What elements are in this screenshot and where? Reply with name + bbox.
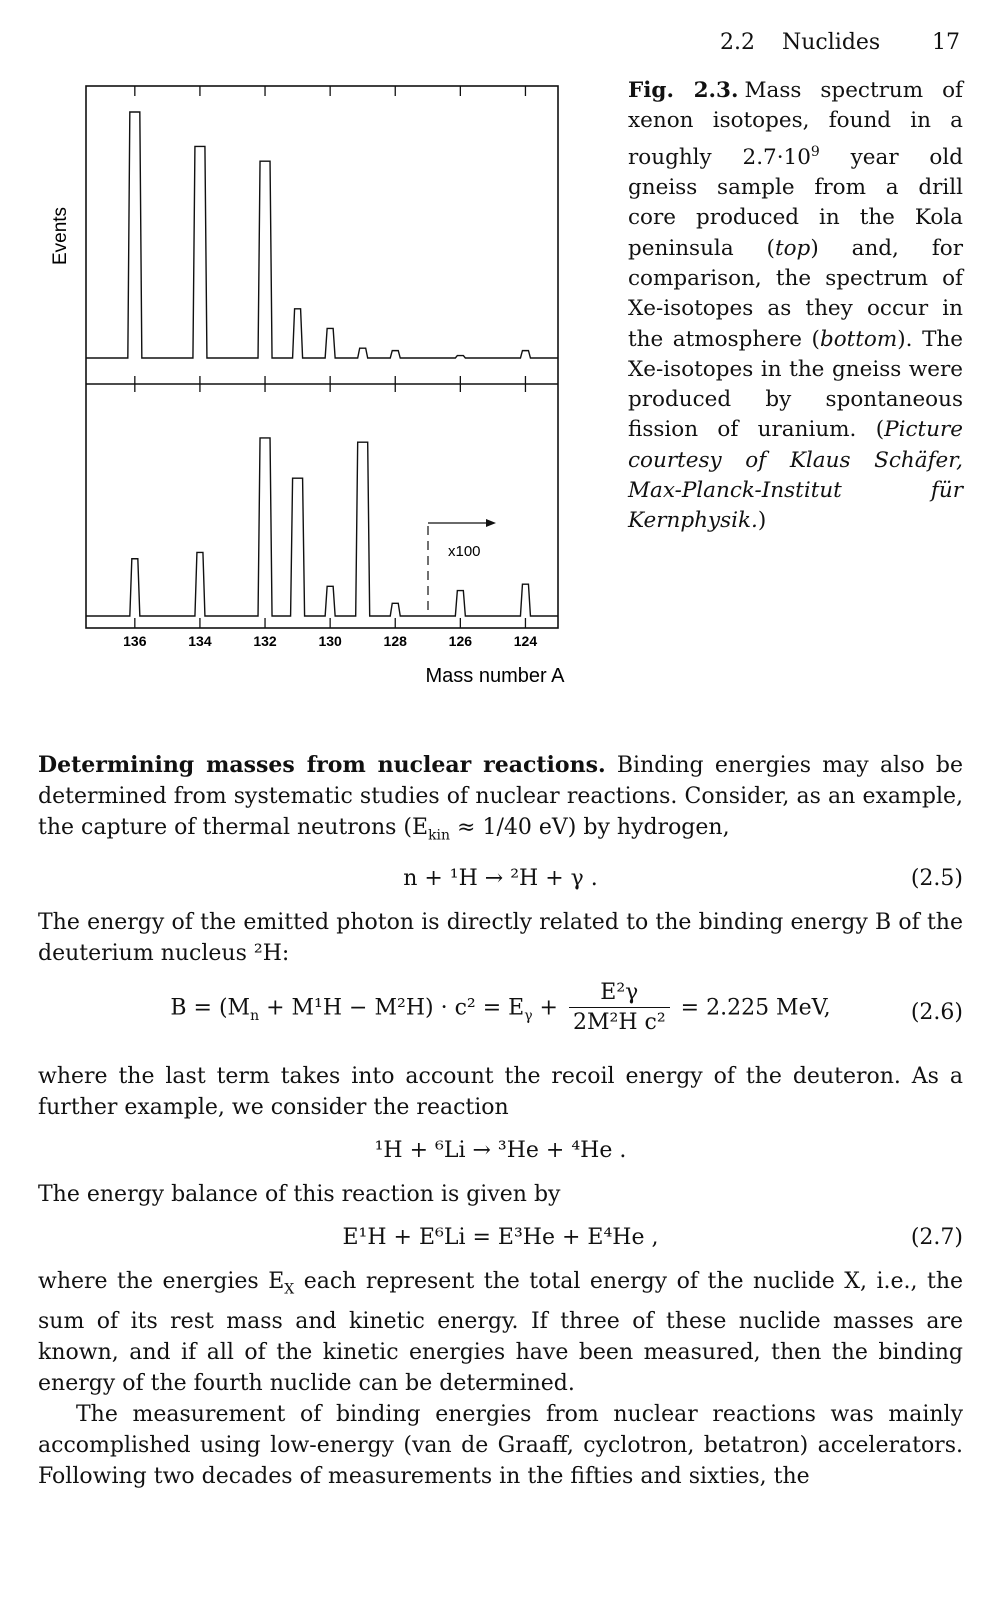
top-spectrum-line	[86, 112, 558, 358]
caption-text-1: Mass spectrum of xenon isotopes, found in a roughly 2.7·10	[628, 78, 964, 170]
figure-caption	[628, 76, 963, 537]
x-tick-label: 136	[123, 633, 147, 649]
caption-text-2: year old gneiss sample from a drill core produced in the Kola peninsula (	[628, 144, 964, 261]
eq-2-7-math: E¹H + E⁶Li = E³He + E⁴He ,	[342, 1225, 659, 1251]
y-axis-label: Events	[50, 206, 71, 266]
magnification-arrow-icon	[486, 519, 496, 527]
plot-frame	[86, 86, 558, 628]
x-tick-label: 134	[188, 633, 212, 649]
x-tick-label: 130	[318, 633, 342, 649]
caption-text-3: ) and, for comparison, the spectrum of Xe-isotopes as they occur in the atmosphere (	[628, 235, 963, 352]
body-text	[38, 750, 963, 1492]
eq-2-6-number: (2.6)	[910, 1000, 963, 1026]
caption-bottom: bottom	[819, 326, 898, 352]
paragraph-1	[38, 750, 963, 851]
caption-courtesy: Picture courtesy of Klaus Schäfer, Max-Planck-Institut für Kernphysik.	[628, 417, 963, 534]
paragraph-3: where the last term takes into account the recoil energy of the deuteron. As a further example, we consider the reaction	[38, 1064, 963, 1121]
p1-subscript: kin	[428, 827, 451, 844]
p1-end: ≈ 1/40 eV) by hydrogen,	[450, 815, 730, 840]
paragraph-6: The measurement of binding energies from nuclear reactions was mainly accomplished using low-energy (van de Graaff, cyclotron, betatron) accelerators. Following two decades of measurements in the fifties and sixties, the	[38, 1401, 963, 1489]
section-number: 2.2	[720, 30, 755, 55]
eq-2-6-fraction	[569, 979, 670, 1038]
paragraph-4: The energy balance of this reaction is given by	[38, 1182, 561, 1208]
eq-2-7-number: (2.7)	[910, 1225, 963, 1251]
paragraph-5	[38, 1266, 963, 1398]
x-tick-label: 124	[513, 633, 538, 649]
bottom-spectrum-line	[86, 438, 558, 616]
caption-top: top	[774, 235, 811, 261]
section-title: Nuclides	[782, 30, 881, 55]
x-tick-labels	[123, 633, 537, 649]
paragraph-2: The energy of the emitted photon is directly related to the binding energy B of the deuterium nucleus ²H:	[38, 910, 963, 967]
eq-2-6-lhs: B = (M	[170, 995, 251, 1021]
x-axis-label: Mass number A	[425, 665, 565, 687]
eq-2-6-math: $B = (M_n + M^1H - M^2H) \cdot c^2 = E_\gamma$ + $\frac{\text{E²γ}}{\text{2M²H c²}}$ = 2.225 MeV,	[38, 979, 963, 1038]
caption-text-5: )	[757, 508, 767, 534]
p5-text: where the energies E	[38, 1269, 285, 1295]
page-number: 17	[932, 30, 960, 55]
eq-2-6-numerator: E²γ	[569, 979, 670, 1008]
eq-2-6-mid: + M¹H − M²H) · c² = E	[266, 995, 525, 1021]
x-tick-label: 126	[448, 633, 473, 649]
mass-spectrum-figure	[38, 76, 598, 716]
section-heading: Determining masses from nuclear reactions.	[38, 752, 606, 778]
eq-2-5-math: n + ¹H → ²H + γ .	[403, 866, 598, 892]
figure-label: Fig. 2.3.	[628, 78, 739, 103]
equation-2-6	[38, 977, 963, 1053]
eq-2-6-rhs: = 2.225 MeV,	[680, 995, 831, 1021]
x-tick-label: 132	[253, 633, 277, 649]
equation-2-5	[38, 859, 963, 899]
p1-text: Binding energies may also be determined from systematic studies of nuclear reactions. Consider, as an example, the capture of thermal neutrons (E	[38, 753, 963, 840]
equation-2-7	[38, 1218, 963, 1258]
reaction-math: ¹H + ⁶Li → ³He + ⁴He .	[374, 1138, 627, 1164]
eq-2-6-denominator: 2M²H c²	[572, 1010, 666, 1036]
reaction-equation	[38, 1131, 963, 1171]
p5-end: each represent the total energy of the nuclide X, i.e., the sum of its rest mass and kinetic energy. If three of these nuclide masses are known, and if all of the kinetic energies have been measured, then the binding energy of the fourth nuclide can be determined.	[38, 1269, 964, 1396]
eq-2-5-number: (2.5)	[910, 866, 963, 892]
p5-subscript: X	[284, 1281, 295, 1298]
caption-text-4: ). The Xe-isotopes in the gneiss were produced by spontaneous fission of uranium. (	[628, 326, 963, 443]
x-tick-label: 128	[383, 633, 407, 649]
magnification-label: x100	[448, 543, 481, 560]
caption-exponent: 9	[810, 143, 820, 160]
running-header	[700, 30, 960, 60]
